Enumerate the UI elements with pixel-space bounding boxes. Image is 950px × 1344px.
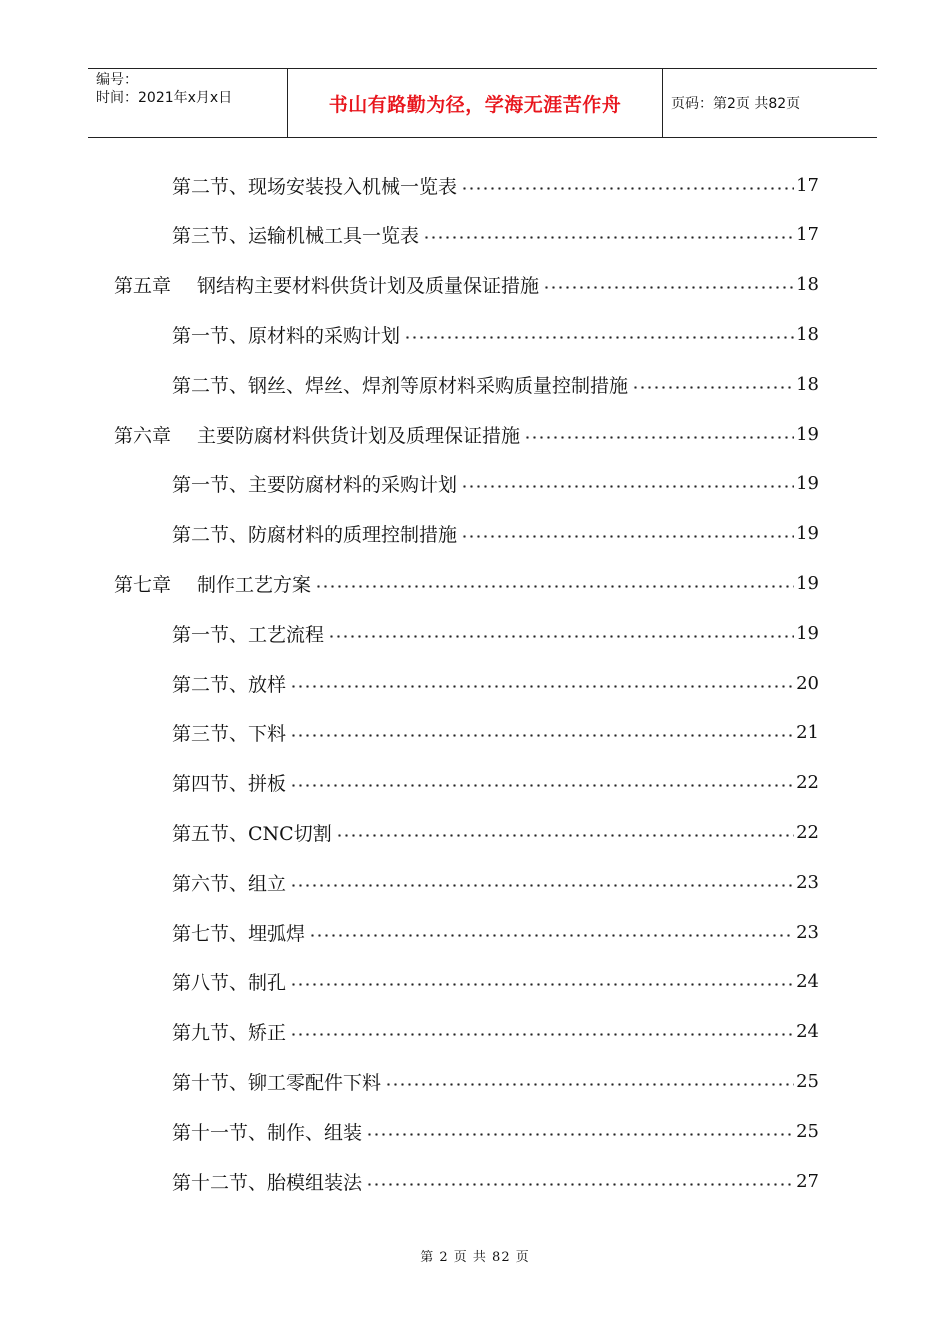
toc-dot-leader (543, 286, 794, 289)
toc-chapter-number: 第七章 (114, 573, 172, 596)
toc-page-number: 24 (796, 1021, 819, 1043)
toc-page-number: 19 (796, 572, 819, 594)
toc-section-row (172, 817, 819, 847)
toc-page-number: 20 (796, 672, 819, 694)
toc-section-row (172, 519, 819, 549)
toc-entry-title: 第一节、工艺流程 (172, 623, 325, 646)
toc-dot-leader (290, 734, 794, 737)
header-page-number: 页码：第2页 共82页 (671, 96, 801, 112)
toc-dot-leader (290, 884, 794, 887)
toc-dot-leader (290, 784, 794, 787)
toc-entry-title: 第十节、铆工零配件下料 (172, 1071, 382, 1094)
toc-section-row (172, 469, 819, 499)
toc-page-number: 17 (796, 224, 819, 246)
page-header (88, 68, 877, 138)
toc-section-row (172, 170, 819, 200)
toc-section-row (172, 668, 819, 698)
toc-entry-title: 第八节、制孔 (172, 972, 287, 995)
toc-dot-leader (328, 635, 794, 638)
toc-dot-leader (290, 983, 794, 986)
toc-section-row (172, 1116, 819, 1146)
toc-page-number: 21 (796, 722, 819, 744)
toc-page-number: 23 (796, 871, 819, 893)
toc-entry-title: 制作工艺方案 (197, 573, 312, 596)
toc-entry-title: 第九节、矫正 (172, 1022, 287, 1045)
toc-dot-leader (366, 1133, 794, 1136)
toc-dot-leader (461, 535, 794, 538)
toc-entry-title: 第一节、原材料的采购计划 (172, 324, 401, 347)
toc-dot-leader (315, 585, 794, 588)
toc-section-row (172, 1166, 819, 1196)
toc-entry-title: 第二节、钢丝、焊丝、焊剂等原材料采购质量控制措施 (172, 374, 629, 397)
toc-page-number: 23 (796, 921, 819, 943)
toc-page-number: 24 (796, 971, 819, 993)
toc-entry-title: 第二节、现场安装投入机械一览表 (172, 175, 458, 198)
toc-page-number: 18 (796, 274, 819, 296)
toc-page-number: 18 (796, 373, 819, 395)
toc-section-row (172, 220, 819, 250)
toc-page-number: 19 (796, 622, 819, 644)
toc-page-number: 17 (796, 174, 819, 196)
toc-dot-leader (461, 485, 794, 488)
toc-page-number: 22 (796, 821, 819, 843)
toc-page-number: 27 (796, 1170, 819, 1192)
toc-chapter-row (114, 419, 819, 449)
toc-chapter-row (114, 270, 819, 300)
document-time: 时间：2021年x月x日 (96, 90, 233, 106)
toc-chapter-number: 第五章 (114, 275, 172, 298)
toc-dot-leader (524, 436, 794, 439)
toc-dot-leader (290, 685, 794, 688)
toc-dot-leader (309, 934, 794, 937)
toc-dot-leader (461, 187, 794, 190)
toc-section-row (172, 618, 819, 648)
toc-page-number: 19 (796, 523, 819, 545)
toc-entry-title: 第一节、主要防腐材料的采购计划 (172, 474, 458, 497)
toc-dot-leader (423, 236, 794, 239)
toc-entry-title: 第五节、CNC切割 (172, 822, 332, 845)
toc-dot-leader (366, 1183, 794, 1186)
toc-entry-title: 第十一节、制作、组装 (172, 1121, 363, 1144)
toc-page-number: 19 (796, 423, 819, 445)
toc-dot-leader (385, 1083, 794, 1086)
document-number: 编号： (96, 72, 138, 88)
toc-page-number: 22 (796, 772, 819, 794)
toc-section-row (172, 369, 819, 399)
toc-entry-title: 第二节、放样 (172, 673, 287, 696)
toc-entry-title: 第十二节、胎模组装法 (172, 1171, 363, 1194)
toc-dot-leader (404, 336, 794, 339)
toc-entry-title: 第六节、组立 (172, 872, 287, 895)
header-meta (88, 69, 288, 137)
toc-section-row (172, 917, 819, 947)
toc-page-number: 25 (796, 1070, 819, 1092)
toc-entry-title: 第七节、埋弧焊 (172, 922, 306, 945)
header-motto: 书山有路勤为径，学海无涯苦作舟 (288, 69, 663, 137)
toc-entry-title: 第三节、运输机械工具一览表 (172, 225, 420, 248)
toc-page-number: 25 (796, 1120, 819, 1142)
toc-dot-leader (632, 386, 794, 389)
toc-section-row (172, 718, 819, 748)
toc-dot-leader (290, 1033, 794, 1036)
toc-section-row (172, 768, 819, 798)
toc-section-row (172, 319, 819, 349)
toc-entry-title: 钢结构主要材料供货计划及质量保证措施 (197, 275, 540, 298)
toc-page-number: 19 (796, 473, 819, 495)
toc-section-row (172, 867, 819, 897)
page-footer: 第 2 页 共 82 页 (420, 1250, 530, 1265)
toc-chapter-row (114, 568, 819, 598)
toc-chapter-number: 第六章 (114, 424, 172, 447)
toc-dot-leader (336, 834, 794, 837)
toc-entry-title: 第二节、防腐材料的质理控制措施 (172, 524, 458, 547)
toc-entry-title: 第三节、下料 (172, 723, 287, 746)
toc-page-number: 18 (796, 323, 819, 345)
toc-entry-title: 第四节、拼板 (172, 773, 287, 796)
toc-entry-title: 主要防腐材料供货计划及质理保证措施 (197, 424, 521, 447)
toc-section-row (172, 1017, 819, 1047)
toc-section-row (172, 967, 819, 997)
toc-section-row (172, 1066, 819, 1096)
